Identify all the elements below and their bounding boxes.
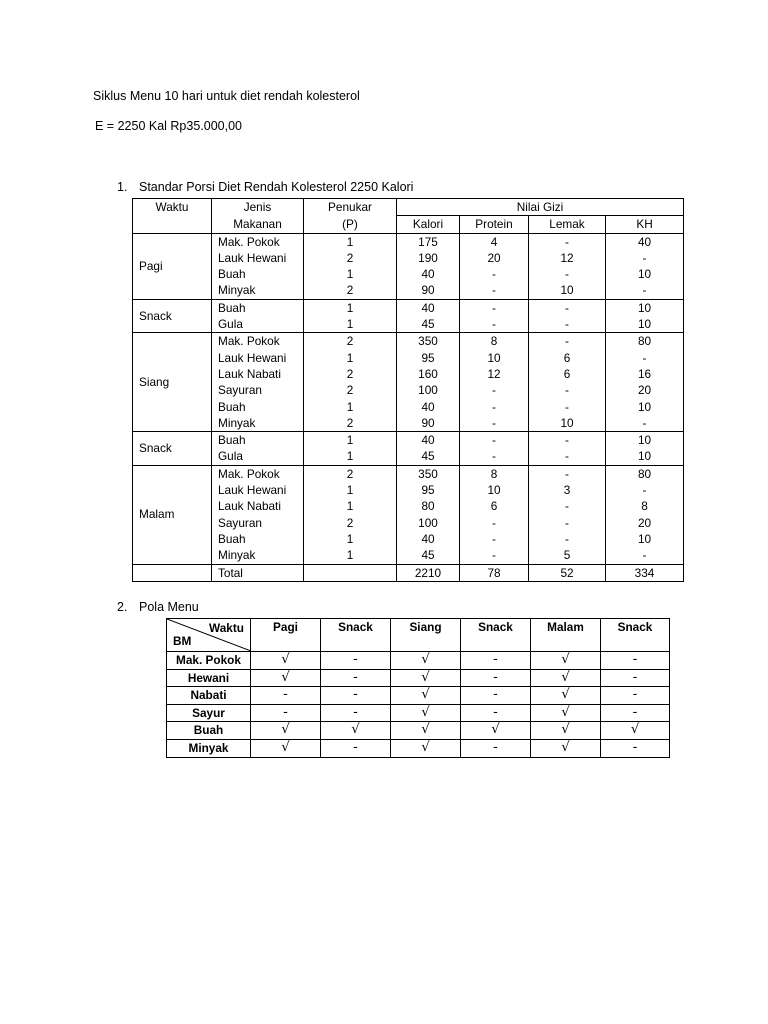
kalori-cell: 45 [397, 448, 460, 465]
kh-cell: 10 [606, 432, 684, 449]
penukar-cell: 2 [304, 250, 397, 266]
column-header: Siang [391, 619, 461, 652]
total-blank-cell [304, 564, 397, 581]
lemak-cell: - [529, 266, 606, 282]
kalori-cell: 90 [397, 415, 460, 432]
header-waktu: Waktu [133, 199, 212, 234]
check-mark: √ [391, 739, 461, 757]
dash-mark: - [461, 652, 531, 670]
penukar-cell: 1 [304, 448, 397, 465]
penukar-cell: 1 [304, 432, 397, 449]
kh-cell: - [606, 482, 684, 498]
protein-cell: 6 [460, 498, 529, 514]
header-p: (P) [304, 216, 397, 233]
waktu-cell: Snack [133, 299, 212, 333]
pattern-row [167, 652, 670, 670]
pattern-row [167, 722, 670, 740]
protein-cell: - [460, 432, 529, 449]
jenis-cell: Sayuran [212, 382, 304, 398]
check-mark: √ [531, 722, 601, 740]
section-2-title: Pola Menu [139, 600, 199, 614]
protein-cell: 10 [460, 350, 529, 366]
header-kalori: Kalori [397, 216, 460, 233]
column-header: Pagi [251, 619, 321, 652]
jenis-cell: Lauk Hewani [212, 350, 304, 366]
check-mark: √ [531, 652, 601, 670]
protein-cell: 12 [460, 366, 529, 382]
kalori-cell: 40 [397, 299, 460, 316]
lemak-cell: - [529, 531, 606, 547]
protein-cell: - [460, 547, 529, 564]
waktu-cell: Snack [133, 432, 212, 466]
jenis-cell: Buah [212, 266, 304, 282]
table-row [133, 399, 684, 415]
kalori-cell: 190 [397, 250, 460, 266]
lemak-cell: 12 [529, 250, 606, 266]
total-lemak: 52 [529, 564, 606, 581]
kh-cell: - [606, 547, 684, 564]
dash-mark: - [461, 669, 531, 687]
pattern-row [167, 687, 670, 705]
column-header: Snack [321, 619, 391, 652]
column-header: Snack [461, 619, 531, 652]
penukar-cell: 2 [304, 382, 397, 398]
protein-cell: 20 [460, 250, 529, 266]
dash-mark: - [461, 739, 531, 757]
kh-cell: 20 [606, 515, 684, 531]
kalori-cell: 175 [397, 233, 460, 250]
protein-cell: 8 [460, 465, 529, 482]
penukar-cell: 2 [304, 415, 397, 432]
kalori-cell: 95 [397, 350, 460, 366]
dash-mark: - [601, 652, 670, 670]
lemak-cell: - [529, 465, 606, 482]
check-mark: √ [391, 722, 461, 740]
pattern-header-row [167, 619, 670, 652]
corner-label-waktu: Waktu [209, 621, 244, 635]
lemak-cell: 6 [529, 366, 606, 382]
section-2-number: 2. [117, 600, 128, 614]
dash-mark: - [321, 669, 391, 687]
table-row [133, 531, 684, 547]
jenis-cell: Minyak [212, 547, 304, 564]
row-label: Minyak [167, 739, 251, 757]
check-mark: √ [531, 687, 601, 705]
kalori-cell: 45 [397, 316, 460, 333]
total-label: Total [212, 564, 304, 581]
table-row [133, 498, 684, 514]
kh-cell: 10 [606, 531, 684, 547]
table-row [133, 465, 684, 482]
kh-cell: 80 [606, 333, 684, 350]
penukar-cell: 2 [304, 465, 397, 482]
table-row [133, 316, 684, 333]
protein-cell: - [460, 299, 529, 316]
dash-mark: - [601, 687, 670, 705]
table-header-row-2 [133, 216, 684, 233]
section-1-heading [117, 180, 413, 194]
portion-standard-table [132, 198, 684, 582]
kh-cell: 8 [606, 498, 684, 514]
jenis-cell: Lauk Nabati [212, 498, 304, 514]
lemak-cell: - [529, 233, 606, 250]
lemak-cell: - [529, 498, 606, 514]
check-mark: √ [321, 722, 391, 740]
lemak-cell: 5 [529, 547, 606, 564]
kalori-cell: 90 [397, 282, 460, 299]
protein-cell: - [460, 515, 529, 531]
penukar-cell: 2 [304, 282, 397, 299]
pattern-row [167, 669, 670, 687]
header-penukar: Penukar [304, 199, 397, 216]
dash-mark: - [601, 739, 670, 757]
penukar-cell: 1 [304, 482, 397, 498]
table-header-row-1 [133, 199, 684, 216]
kalori-cell: 100 [397, 382, 460, 398]
protein-cell: 4 [460, 233, 529, 250]
total-protein: 78 [460, 564, 529, 581]
table-row [133, 482, 684, 498]
corner-label-bm: BM [173, 634, 192, 649]
document-title: Siklus Menu 10 hari untuk diet rendah kolesterol [93, 89, 360, 103]
check-mark: √ [391, 704, 461, 722]
protein-cell: - [460, 448, 529, 465]
check-mark: √ [251, 722, 321, 740]
row-label: Nabati [167, 687, 251, 705]
header-kh: KH [606, 216, 684, 233]
total-row [133, 564, 684, 581]
header-nilai-gizi: Nilai Gizi [397, 199, 684, 216]
penukar-cell: 1 [304, 266, 397, 282]
table-row [133, 233, 684, 250]
table-row [133, 282, 684, 299]
protein-cell: 8 [460, 333, 529, 350]
lemak-cell: - [529, 399, 606, 415]
total-kh: 334 [606, 564, 684, 581]
penukar-cell: 1 [304, 233, 397, 250]
jenis-cell: Buah [212, 399, 304, 415]
lemak-cell: 10 [529, 415, 606, 432]
jenis-cell: Gula [212, 316, 304, 333]
waktu-cell: Siang [133, 333, 212, 432]
dash-mark: - [601, 669, 670, 687]
protein-cell: - [460, 316, 529, 333]
penukar-cell: 2 [304, 333, 397, 350]
check-mark: √ [251, 739, 321, 757]
table-row [133, 266, 684, 282]
penukar-cell: 1 [304, 316, 397, 333]
lemak-cell: - [529, 515, 606, 531]
lemak-cell: - [529, 448, 606, 465]
check-mark: √ [251, 669, 321, 687]
jenis-cell: Minyak [212, 415, 304, 432]
table-row [133, 333, 684, 350]
jenis-cell: Mak. Pokok [212, 233, 304, 250]
dash-mark: - [251, 687, 321, 705]
header-lemak: Lemak [529, 216, 606, 233]
jenis-cell: Sayuran [212, 515, 304, 531]
header-jenis: Jenis [212, 199, 304, 216]
menu-pattern-table [166, 618, 670, 758]
protein-cell: - [460, 531, 529, 547]
protein-cell: - [460, 382, 529, 398]
lemak-cell: 10 [529, 282, 606, 299]
penukar-cell: 1 [304, 350, 397, 366]
jenis-cell: Lauk Nabati [212, 366, 304, 382]
kh-cell: 40 [606, 233, 684, 250]
kalori-cell: 40 [397, 531, 460, 547]
dash-mark: - [321, 687, 391, 705]
table-row [133, 432, 684, 449]
penukar-cell: 2 [304, 515, 397, 531]
kh-cell: - [606, 350, 684, 366]
lemak-cell: 3 [529, 482, 606, 498]
table-row [133, 366, 684, 382]
kh-cell: 20 [606, 382, 684, 398]
check-mark: √ [391, 652, 461, 670]
table-row [133, 299, 684, 316]
lemak-cell: - [529, 333, 606, 350]
lemak-cell: - [529, 299, 606, 316]
jenis-cell: Buah [212, 432, 304, 449]
lemak-cell: - [529, 382, 606, 398]
kh-cell: 10 [606, 266, 684, 282]
jenis-cell: Lauk Hewani [212, 250, 304, 266]
waktu-cell: Pagi [133, 233, 212, 299]
corner-cell [167, 619, 251, 652]
table-row [133, 515, 684, 531]
energy-budget-line: E = 2250 Kal Rp35.000,00 [95, 119, 242, 133]
check-mark: √ [531, 704, 601, 722]
pattern-row [167, 704, 670, 722]
check-mark: √ [391, 687, 461, 705]
kh-cell: - [606, 250, 684, 266]
table-row [133, 350, 684, 366]
kalori-cell: 40 [397, 266, 460, 282]
penukar-cell: 1 [304, 498, 397, 514]
kalori-cell: 350 [397, 333, 460, 350]
row-label: Sayur [167, 704, 251, 722]
penukar-cell: 2 [304, 366, 397, 382]
check-mark: √ [391, 669, 461, 687]
penukar-cell: 1 [304, 399, 397, 415]
dash-mark: - [601, 704, 670, 722]
lemak-cell: - [529, 432, 606, 449]
section-1-title: Standar Porsi Diet Rendah Kolesterol 2250 Kalori [139, 180, 414, 194]
protein-cell: - [460, 415, 529, 432]
kalori-cell: 100 [397, 515, 460, 531]
lemak-cell: - [529, 316, 606, 333]
protein-cell: - [460, 282, 529, 299]
table-row [133, 382, 684, 398]
dash-mark: - [321, 652, 391, 670]
kalori-cell: 40 [397, 432, 460, 449]
dash-mark: - [321, 739, 391, 757]
row-label: Mak. Pokok [167, 652, 251, 670]
jenis-cell: Mak. Pokok [212, 333, 304, 350]
kh-cell: 16 [606, 366, 684, 382]
kh-cell: 10 [606, 316, 684, 333]
protein-cell: - [460, 266, 529, 282]
check-mark: √ [251, 652, 321, 670]
check-mark: √ [531, 669, 601, 687]
row-label: Hewani [167, 669, 251, 687]
penukar-cell: 1 [304, 299, 397, 316]
kalori-cell: 40 [397, 399, 460, 415]
jenis-cell: Buah [212, 299, 304, 316]
kh-cell: 10 [606, 448, 684, 465]
protein-cell: 10 [460, 482, 529, 498]
table-row [133, 448, 684, 465]
table-row [133, 415, 684, 432]
jenis-cell: Lauk Hewani [212, 482, 304, 498]
kh-cell: 10 [606, 299, 684, 316]
check-mark: √ [461, 722, 531, 740]
check-mark: √ [531, 739, 601, 757]
waktu-cell: Malam [133, 465, 212, 564]
kalori-cell: 95 [397, 482, 460, 498]
table-row [133, 547, 684, 564]
jenis-cell: Minyak [212, 282, 304, 299]
header-protein: Protein [460, 216, 529, 233]
check-mark: √ [601, 722, 670, 740]
section-1-number: 1. [117, 180, 128, 194]
jenis-cell: Gula [212, 448, 304, 465]
kh-cell: 10 [606, 399, 684, 415]
penukar-cell: 1 [304, 531, 397, 547]
kalori-cell: 80 [397, 498, 460, 514]
dash-mark: - [461, 687, 531, 705]
total-kalori: 2210 [397, 564, 460, 581]
section-2-heading [117, 600, 199, 614]
column-header: Snack [601, 619, 670, 652]
table-row [133, 250, 684, 266]
kalori-cell: 350 [397, 465, 460, 482]
kh-cell: - [606, 282, 684, 299]
kalori-cell: 160 [397, 366, 460, 382]
jenis-cell: Mak. Pokok [212, 465, 304, 482]
kh-cell: 80 [606, 465, 684, 482]
jenis-cell: Buah [212, 531, 304, 547]
dash-mark: - [251, 704, 321, 722]
total-blank-cell [133, 564, 212, 581]
column-header: Malam [531, 619, 601, 652]
dash-mark: - [461, 704, 531, 722]
protein-cell: - [460, 399, 529, 415]
kh-cell: - [606, 415, 684, 432]
penukar-cell: 1 [304, 547, 397, 564]
kalori-cell: 45 [397, 547, 460, 564]
row-label: Buah [167, 722, 251, 740]
header-makanan: Makanan [212, 216, 304, 233]
pattern-row [167, 739, 670, 757]
lemak-cell: 6 [529, 350, 606, 366]
dash-mark: - [321, 704, 391, 722]
